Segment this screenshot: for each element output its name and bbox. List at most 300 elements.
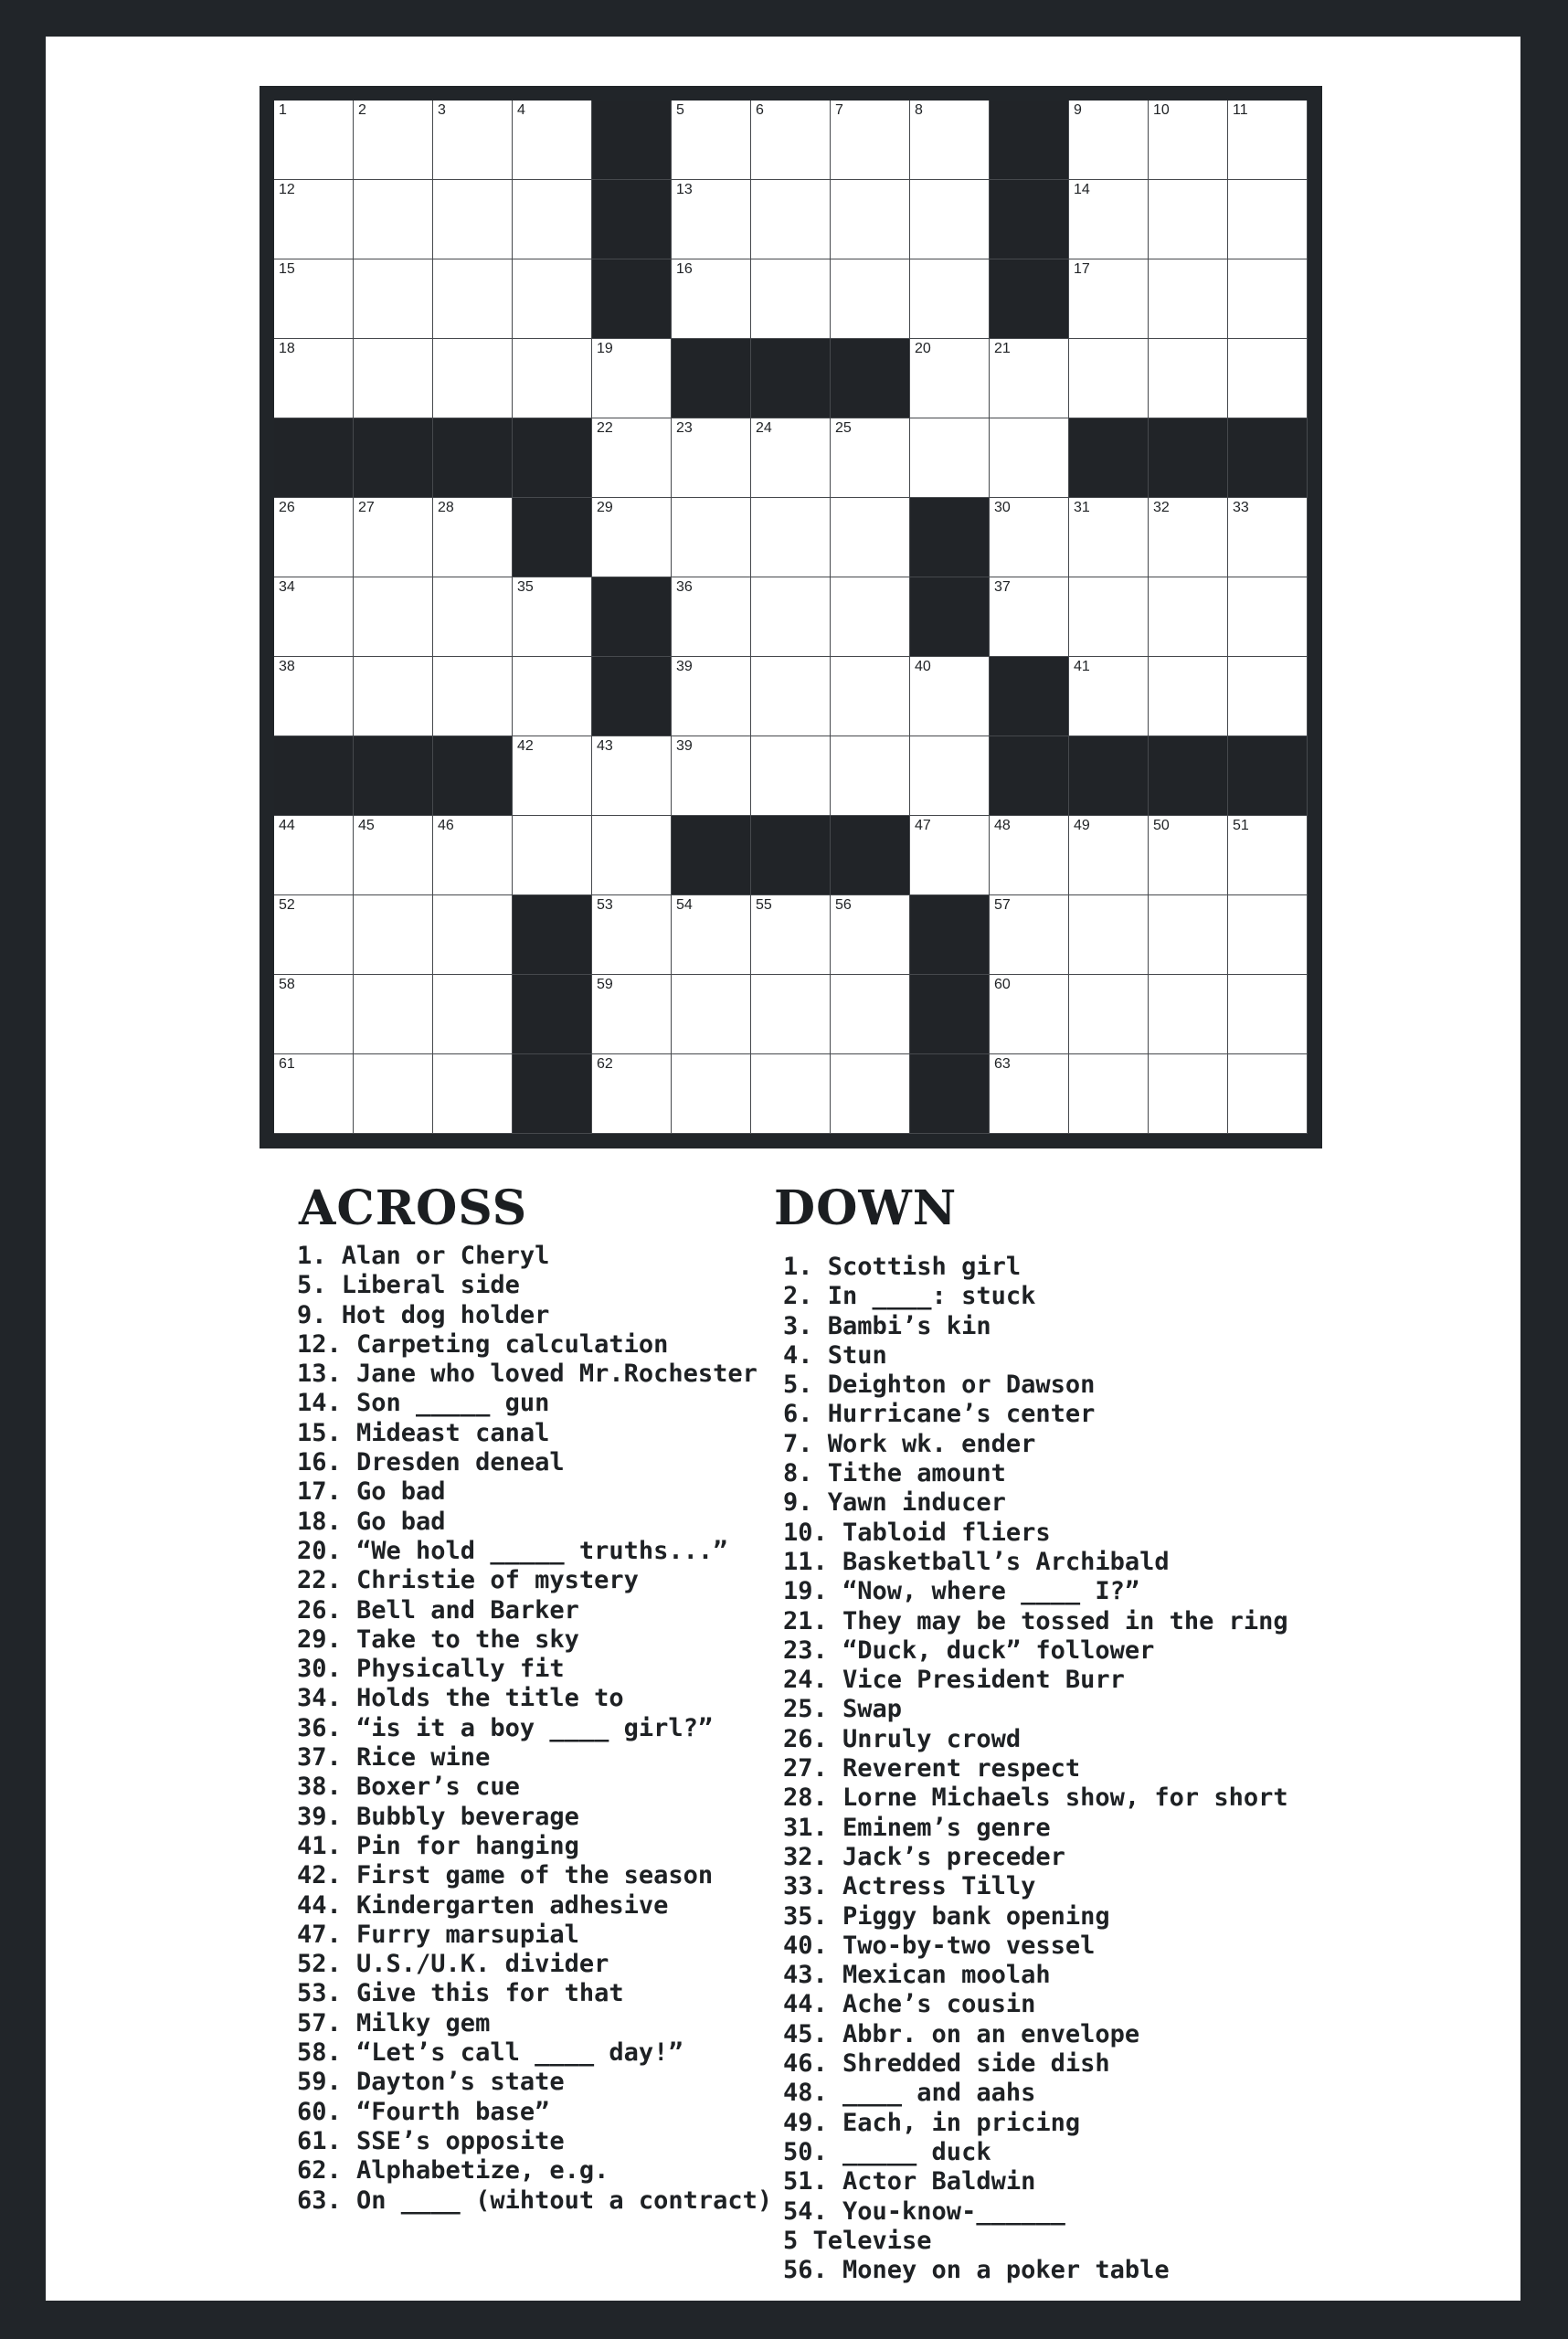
across-clue: 5. Liberal side	[297, 1271, 520, 1300]
across-clue: 38. Boxer’s cue	[297, 1773, 520, 1802]
across-clue: 12. Carpeting calculation	[297, 1329, 669, 1359]
cell-number: 48	[994, 818, 1011, 833]
grid-cell[interactable]	[1149, 657, 1228, 736]
cell-number: 40	[915, 659, 931, 674]
grid-cell-black	[990, 657, 1069, 736]
across-clue-list	[297, 1242, 772, 2216]
grid-cell[interactable]	[1149, 1054, 1228, 1134]
across-clue: 36. “is it a boy ____ girl?”	[297, 1713, 714, 1742]
grid-cell[interactable]	[831, 180, 910, 259]
cell-number: 22	[597, 420, 613, 436]
grid-cell[interactable]	[831, 736, 910, 816]
cell-number: 10	[1153, 102, 1170, 118]
grid-cell-black	[1228, 418, 1308, 498]
grid-cell-black	[592, 180, 672, 259]
grid-cell[interactable]	[831, 259, 910, 339]
grid-cell[interactable]	[1069, 895, 1149, 975]
cell-number: 2	[358, 102, 366, 118]
grid-cell[interactable]	[274, 498, 354, 577]
cell-number: 59	[597, 977, 613, 992]
grid-cell[interactable]	[1228, 259, 1308, 339]
grid-cell-black	[1149, 736, 1228, 816]
across-clue: 59. Dayton’s state	[297, 2068, 565, 2097]
grid-cell-black	[274, 736, 354, 816]
grid-cell[interactable]	[274, 657, 354, 736]
across-clue: 37. Rice wine	[297, 1743, 491, 1773]
grid-cell[interactable]	[910, 339, 990, 418]
grid-cell[interactable]	[990, 577, 1069, 657]
across-clue: 34. Holds the title to	[297, 1684, 624, 1713]
cell-number: 44	[279, 818, 295, 833]
across-clue: 39. Bubbly beverage	[297, 1802, 579, 1831]
grid-cell[interactable]	[433, 1054, 513, 1134]
grid-cell[interactable]	[672, 657, 751, 736]
cell-number: 25	[835, 420, 852, 436]
across-clue: 1. Alan or Cheryl	[297, 1242, 550, 1270]
grid-cell-black	[751, 339, 831, 418]
grid-cell[interactable]	[672, 418, 751, 498]
grid-cell[interactable]	[592, 975, 672, 1054]
grid-cell-black	[592, 101, 672, 180]
cell-number: 13	[676, 182, 693, 197]
grid-cell[interactable]	[1069, 259, 1149, 339]
grid-cell-black	[910, 1054, 990, 1134]
grid-cell[interactable]	[592, 339, 672, 418]
grid-cell[interactable]	[592, 418, 672, 498]
grid-cell[interactable]	[513, 259, 592, 339]
cell-number: 31	[1074, 500, 1090, 515]
grid-cell-black	[592, 657, 672, 736]
down-clue: 5 Televise	[783, 2226, 932, 2255]
grid-cell[interactable]	[672, 577, 751, 657]
cell-number: 39	[676, 738, 693, 754]
cell-number: 16	[676, 261, 693, 277]
grid-cell[interactable]	[433, 895, 513, 975]
grid-cell-black	[990, 101, 1069, 180]
grid-cell[interactable]	[831, 577, 910, 657]
cell-number: 36	[676, 579, 693, 595]
cell-number: 27	[358, 500, 375, 515]
grid-cell[interactable]	[1149, 259, 1228, 339]
grid-cell-black	[513, 1054, 592, 1134]
grid-cell-black	[990, 259, 1069, 339]
grid-cell[interactable]	[592, 816, 672, 895]
down-clue: 7. Work wk. ender	[783, 1429, 1036, 1458]
grid-cell[interactable]	[751, 736, 831, 816]
grid-cell[interactable]	[751, 101, 831, 180]
across-clue: 52. U.S./U.K. divider	[297, 1950, 609, 1979]
grid-cell-black	[274, 418, 354, 498]
grid-cell[interactable]	[274, 180, 354, 259]
grid-cell[interactable]	[354, 339, 433, 418]
down-clue: 11. Basketball’s Archibald	[783, 1547, 1170, 1576]
down-clue: 3. Bambi’s kin	[783, 1311, 991, 1340]
grid-cell[interactable]	[672, 895, 751, 975]
cell-number: 14	[1074, 182, 1090, 197]
grid-cell-black	[831, 339, 910, 418]
grid-cell[interactable]	[831, 975, 910, 1054]
grid-cell[interactable]	[433, 657, 513, 736]
grid-cell[interactable]	[592, 498, 672, 577]
grid-cell[interactable]	[513, 101, 592, 180]
grid-cell[interactable]	[354, 498, 433, 577]
cell-number: 34	[279, 579, 295, 595]
grid-cell[interactable]	[831, 1054, 910, 1134]
cell-number: 12	[279, 182, 295, 197]
down-clue: 24. Vice President Burr	[783, 1666, 1125, 1695]
grid-cell-black	[1069, 736, 1149, 816]
grid-cell[interactable]	[1228, 101, 1308, 180]
grid-cell-black	[433, 736, 513, 816]
grid-cell[interactable]	[1069, 1054, 1149, 1134]
grid-cell[interactable]	[1149, 895, 1228, 975]
cell-number: 35	[517, 579, 534, 595]
across-clue: 60. “Fourth base”	[297, 2097, 550, 2126]
grid-cell[interactable]	[990, 339, 1069, 418]
grid-cell[interactable]	[672, 259, 751, 339]
cell-number: 62	[597, 1056, 613, 1072]
grid-cell[interactable]	[274, 259, 354, 339]
cell-number: 5	[676, 102, 684, 118]
grid-cell[interactable]	[513, 816, 592, 895]
down-clue: 46. Shredded side dish	[783, 2049, 1110, 2079]
grid-cell[interactable]	[831, 418, 910, 498]
down-clue: 49. Each, in pricing	[783, 2108, 1081, 2137]
down-clue: 54. You-know-______	[783, 2196, 1065, 2226]
cell-number: 32	[1153, 500, 1170, 515]
cell-number: 23	[676, 420, 693, 436]
down-clue: 40. Two-by-two vessel	[783, 1931, 1096, 1960]
across-clue: 26. Bell and Barker	[297, 1595, 579, 1625]
grid-cell[interactable]	[513, 657, 592, 736]
across-clue: 57. Milky gem	[297, 2008, 491, 2037]
cell-number: 55	[756, 897, 772, 913]
grid-cell[interactable]	[831, 657, 910, 736]
down-clue: 27. Reverent respect	[783, 1754, 1081, 1783]
grid-cell[interactable]	[592, 1054, 672, 1134]
cell-number: 11	[1233, 102, 1248, 118]
grid-cell[interactable]	[354, 895, 433, 975]
grid-cell[interactable]	[1069, 498, 1149, 577]
cell-number: 56	[835, 897, 852, 913]
down-clue: 35. Piggy bank opening	[783, 1901, 1110, 1931]
cell-number: 21	[994, 341, 1011, 356]
grid-cell-black	[910, 975, 990, 1054]
cell-number: 54	[676, 897, 693, 913]
cell-number: 38	[279, 659, 295, 674]
grid-cell-black	[592, 259, 672, 339]
grid-cell[interactable]	[592, 895, 672, 975]
cell-number: 9	[1074, 102, 1082, 118]
down-clue: 23. “Duck, duck” follower	[783, 1635, 1155, 1665]
cell-number: 15	[279, 261, 295, 277]
grid-cell[interactable]	[751, 657, 831, 736]
cell-number: 45	[358, 818, 375, 833]
cell-number: 46	[438, 818, 454, 833]
grid-cell[interactable]	[274, 816, 354, 895]
grid-cell-black	[1069, 418, 1149, 498]
cell-number: 18	[279, 341, 295, 356]
down-header: DOWN	[774, 1180, 958, 1236]
across-header: ACROSS	[299, 1180, 528, 1236]
grid-cell[interactable]	[910, 816, 990, 895]
grid-cell[interactable]	[672, 975, 751, 1054]
down-clue: 6. Hurricane’s center	[783, 1400, 1096, 1429]
grid-cell[interactable]	[672, 1054, 751, 1134]
cell-number: 57	[994, 897, 1011, 913]
grid-cell[interactable]	[433, 259, 513, 339]
grid-cell-black	[1228, 736, 1308, 816]
grid-cell[interactable]	[433, 816, 513, 895]
cell-number: 43	[597, 738, 613, 754]
down-clue: 44. Ache’s cousin	[783, 1990, 1036, 2019]
grid-cell[interactable]	[354, 975, 433, 1054]
down-clue: 26. Unruly crowd	[783, 1724, 1022, 1753]
grid-cell[interactable]	[513, 736, 592, 816]
cell-number: 51	[1233, 818, 1249, 833]
across-clue: 9. Hot dog holder	[297, 1300, 550, 1329]
down-clue: 4. Stun	[783, 1340, 887, 1370]
cell-number: 39	[676, 659, 693, 674]
cell-number: 63	[994, 1056, 1011, 1072]
grid-cell[interactable]	[354, 577, 433, 657]
cell-number: 6	[756, 102, 764, 118]
grid-cell-black	[831, 816, 910, 895]
across-clue: 20. “We hold _____ truths...”	[297, 1536, 728, 1565]
grid-cell-black	[910, 498, 990, 577]
across-clue: 30. Physically fit	[297, 1655, 565, 1684]
crossword-grid-frame	[260, 86, 1322, 1148]
down-clue: 51. Actor Baldwin	[783, 2167, 1036, 2196]
down-clue: 19. “Now, where ____ I?”	[783, 1577, 1140, 1606]
grid-cell[interactable]	[1228, 339, 1308, 418]
grid-cell[interactable]	[910, 259, 990, 339]
grid-cell-black	[513, 975, 592, 1054]
grid-cell[interactable]	[751, 259, 831, 339]
grid-cell[interactable]	[1149, 339, 1228, 418]
cell-number: 29	[597, 500, 613, 515]
crossword-grid	[274, 101, 1308, 1134]
grid-cell[interactable]	[1069, 577, 1149, 657]
grid-cell[interactable]	[433, 101, 513, 180]
grid-cell[interactable]	[1069, 101, 1149, 180]
across-clue: 61. SSE’s opposite	[297, 2126, 565, 2155]
grid-cell-black	[990, 736, 1069, 816]
cell-number: 4	[517, 102, 525, 118]
grid-cell[interactable]	[751, 180, 831, 259]
grid-cell-black	[672, 339, 751, 418]
down-clue: 10. Tabloid fliers	[783, 1518, 1051, 1547]
across-clue: 15. Mideast canal	[297, 1418, 550, 1447]
grid-cell-black	[751, 816, 831, 895]
cell-number: 42	[517, 738, 534, 754]
across-clue: 22. Christie of mystery	[297, 1566, 639, 1595]
across-clue: 47. Furry marsupial	[297, 1920, 579, 1949]
grid-cell[interactable]	[1069, 180, 1149, 259]
down-clue: 48. ____ and aahs	[783, 2079, 1036, 2108]
grid-cell[interactable]	[1149, 975, 1228, 1054]
cell-number: 19	[597, 341, 613, 356]
grid-cell[interactable]	[990, 1054, 1069, 1134]
down-clue: 21. They may be tossed in the ring	[783, 1606, 1288, 1635]
grid-cell-black	[354, 418, 433, 498]
grid-cell-black	[910, 577, 990, 657]
cell-number: 20	[915, 341, 931, 356]
grid-cell[interactable]	[354, 180, 433, 259]
grid-cell[interactable]	[1069, 657, 1149, 736]
grid-cell[interactable]	[1228, 657, 1308, 736]
grid-cell[interactable]	[354, 101, 433, 180]
grid-cell[interactable]	[1228, 895, 1308, 975]
grid-cell-black	[513, 418, 592, 498]
grid-cell[interactable]	[1149, 101, 1228, 180]
across-clue: 29. Take to the sky	[297, 1625, 579, 1654]
grid-cell[interactable]	[672, 101, 751, 180]
cell-number: 3	[438, 102, 446, 118]
grid-cell[interactable]	[672, 498, 751, 577]
across-clue: 18. Go bad	[297, 1507, 446, 1536]
cell-number: 47	[915, 818, 931, 833]
cell-number: 1	[279, 102, 287, 118]
grid-cell[interactable]	[1149, 180, 1228, 259]
cell-number: 58	[279, 977, 295, 992]
grid-cell[interactable]	[1228, 498, 1308, 577]
grid-cell-black	[910, 895, 990, 975]
grid-cell[interactable]	[1228, 180, 1308, 259]
grid-cell[interactable]	[433, 577, 513, 657]
grid-cell[interactable]	[433, 975, 513, 1054]
grid-cell[interactable]	[274, 895, 354, 975]
cell-number: 60	[994, 977, 1011, 992]
grid-cell[interactable]	[751, 418, 831, 498]
grid-cell[interactable]	[751, 1054, 831, 1134]
grid-cell[interactable]	[751, 895, 831, 975]
grid-cell[interactable]	[1149, 498, 1228, 577]
grid-cell[interactable]	[990, 418, 1069, 498]
grid-cell[interactable]	[354, 816, 433, 895]
grid-cell[interactable]	[910, 418, 990, 498]
across-clue: 41. Pin for hanging	[297, 1831, 579, 1860]
grid-cell-black	[672, 816, 751, 895]
across-clue: 16. Dresden deneal	[297, 1448, 565, 1477]
grid-cell[interactable]	[1228, 975, 1308, 1054]
across-clue: 14. Son _____ gun	[297, 1389, 550, 1418]
grid-cell-black	[513, 895, 592, 975]
down-clue: 50. _____ duck	[783, 2137, 991, 2166]
grid-cell-black	[990, 180, 1069, 259]
grid-cell[interactable]	[910, 180, 990, 259]
grid-cell[interactable]	[274, 101, 354, 180]
grid-cell[interactable]	[910, 101, 990, 180]
cell-number: 37	[994, 579, 1011, 595]
grid-cell[interactable]	[672, 736, 751, 816]
grid-cell[interactable]	[1069, 975, 1149, 1054]
grid-cell[interactable]	[990, 975, 1069, 1054]
cell-number: 49	[1074, 818, 1090, 833]
grid-cell[interactable]	[1228, 1054, 1308, 1134]
grid-cell[interactable]	[910, 657, 990, 736]
grid-cell-black	[592, 577, 672, 657]
down-clue-list	[783, 1253, 1288, 2285]
grid-cell[interactable]	[990, 498, 1069, 577]
grid-cell-black	[1149, 418, 1228, 498]
grid-cell[interactable]	[831, 895, 910, 975]
grid-cell[interactable]	[274, 339, 354, 418]
cell-number: 53	[597, 897, 613, 913]
grid-cell[interactable]	[1149, 577, 1228, 657]
down-clue: 2. In ____: stuck	[783, 1282, 1036, 1311]
across-clue: 44. Kindergarten adhesive	[297, 1890, 669, 1920]
grid-cell[interactable]	[672, 180, 751, 259]
grid-cell[interactable]	[1069, 816, 1149, 895]
grid-cell[interactable]	[433, 498, 513, 577]
grid-cell[interactable]	[513, 339, 592, 418]
grid-cell[interactable]	[751, 577, 831, 657]
grid-cell[interactable]	[433, 180, 513, 259]
grid-cell[interactable]	[354, 259, 433, 339]
down-clue: 43. Mexican moolah	[783, 1961, 1051, 1990]
down-clue: 31. Eminem’s genre	[783, 1813, 1051, 1842]
across-clue: 58. “Let’s call ____ day!”	[297, 2038, 683, 2068]
cell-number: 50	[1153, 818, 1170, 833]
cell-number: 28	[438, 500, 454, 515]
grid-cell[interactable]	[1149, 816, 1228, 895]
puzzle-sheet	[46, 37, 1520, 2301]
cell-number: 52	[279, 897, 295, 913]
grid-cell[interactable]	[433, 339, 513, 418]
down-clue: 28. Lorne Michaels show, for short	[783, 1783, 1288, 1813]
grid-cell[interactable]	[592, 736, 672, 816]
across-clue: 42. First game of the season	[297, 1861, 714, 1890]
down-clue: 25. Swap	[783, 1695, 903, 1724]
cell-number: 30	[994, 500, 1011, 515]
grid-cell[interactable]	[274, 1054, 354, 1134]
grid-cell[interactable]	[910, 736, 990, 816]
down-clue: 9. Yawn inducer	[783, 1488, 1006, 1518]
grid-cell[interactable]	[513, 577, 592, 657]
grid-cell[interactable]	[990, 816, 1069, 895]
grid-cell[interactable]	[1228, 816, 1308, 895]
grid-cell-black	[433, 418, 513, 498]
grid-cell[interactable]	[751, 498, 831, 577]
across-clue: 62. Alphabetize, e.g.	[297, 2156, 609, 2186]
cell-number: 26	[279, 500, 295, 515]
grid-cell[interactable]	[354, 657, 433, 736]
down-clue: 8. Tithe amount	[783, 1459, 1006, 1488]
grid-cell[interactable]	[274, 975, 354, 1054]
down-clue: 5. Deighton or Dawson	[783, 1371, 1096, 1400]
across-clue: 53. Give this for that	[297, 1979, 624, 2008]
grid-cell[interactable]	[751, 975, 831, 1054]
grid-cell[interactable]	[354, 1054, 433, 1134]
down-clue: 33. Actress Tilly	[783, 1872, 1036, 1901]
grid-cell-black	[354, 736, 433, 816]
grid-cell[interactable]	[1228, 577, 1308, 657]
cell-number: 7	[835, 102, 843, 118]
grid-cell[interactable]	[990, 895, 1069, 975]
grid-cell[interactable]	[1069, 339, 1149, 418]
across-clue: 17. Go bad	[297, 1477, 446, 1507]
cell-number: 33	[1233, 500, 1249, 515]
cell-number: 61	[279, 1056, 295, 1072]
grid-cell[interactable]	[274, 577, 354, 657]
grid-cell[interactable]	[831, 101, 910, 180]
cell-number: 8	[915, 102, 923, 118]
grid-cell[interactable]	[513, 180, 592, 259]
grid-cell[interactable]	[831, 498, 910, 577]
across-clue: 13. Jane who loved Mr.Rochester	[297, 1360, 758, 1389]
down-clue: 32. Jack’s preceder	[783, 1842, 1065, 1871]
